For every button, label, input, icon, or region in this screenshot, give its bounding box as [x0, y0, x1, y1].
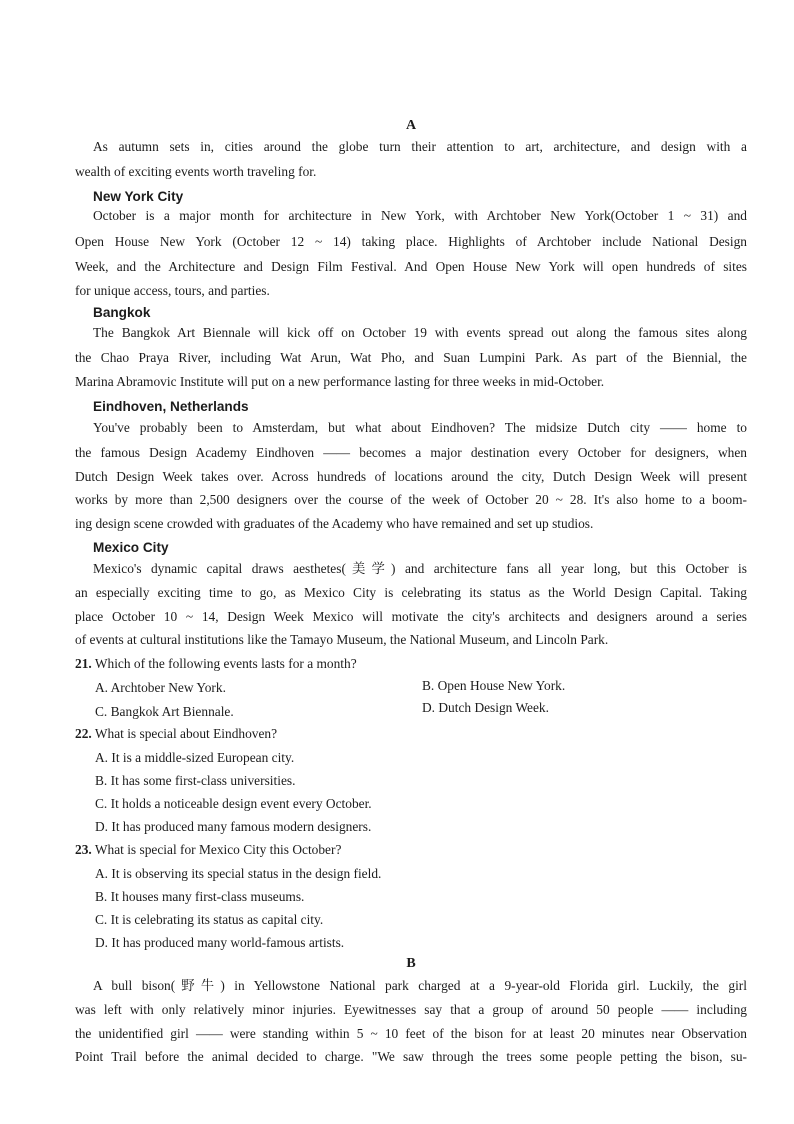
mexico-city-line: an especially exciting time to go, as Mexico City is celebrating its status as the World Design Capital. Taking [75, 585, 747, 600]
question-22-option-b[interactable]: B. It has some first-class universities. [95, 773, 296, 788]
question-22 [75, 724, 747, 744]
eindhoven-line: works by more than 2,500 designers over the course of the week of October 20 ~ 28. It's also home to a boom- [75, 492, 747, 507]
new-york-line: Open House New York (October 12 ~ 14) taking place. Highlights of Archtober include National Design [75, 234, 747, 249]
eindhoven-line: You've probably been to Amsterdam, but what about Eindhoven? The midsize Dutch city —— home to [93, 420, 747, 435]
question-text: Which of the following events lasts for a month? [94, 656, 357, 671]
question-22-option-c[interactable]: C. It holds a noticeable design event every October. [95, 796, 372, 811]
passage-b-line: A bull bison(野牛) in Yellowstone National park charged at a 9-year-old Florida girl. Luckily, the girl [93, 978, 747, 993]
bangkok-line: The Bangkok Art Biennale will kick off on October 19 with events spread out along the famous sites along [93, 325, 747, 340]
passage-a-intro-line: wealth of exciting events worth traveling for. [75, 164, 317, 179]
passage-b-line: was left with only relatively minor injuries. Eyewitnesses say that a group of around 50 people —— including [75, 1002, 747, 1017]
question-number: 21. [75, 656, 92, 671]
mexico-city-line: Mexico's dynamic capital draws aesthetes(美学) and architecture fans all year long, but this October is [93, 561, 747, 576]
question-23-option-b[interactable]: B. It houses many first-class museums. [95, 889, 305, 904]
passage-b-line: the unidentified girl —— were standing within 5 ~ 10 feet of the bison for at least 20 minutes near Observation [75, 1026, 747, 1041]
question-number: 23. [75, 842, 92, 857]
passage-b-line: Point Trail before the animal decided to charge. "We saw through the trees some people petting the bison, su- [75, 1049, 747, 1064]
eindhoven-line: the famous Design Academy Eindhoven —— becomes a major destination every October for designers, when [75, 445, 747, 460]
question-23 [75, 840, 747, 860]
passage-a-intro-line: As autumn sets in, cities around the globe turn their attention to art, architecture, and design with a [93, 139, 747, 154]
section-heading-bangkok: Bangkok [93, 305, 151, 320]
question-text: What is special about Eindhoven? [94, 726, 278, 741]
question-23-option-d[interactable]: D. It has produced many world-famous artists. [95, 935, 345, 950]
section-heading-mexico-city: Mexico City [93, 540, 169, 555]
bangkok-line: Marina Abramovic Institute will put on a new performance lasting for three weeks in mid-October. [75, 374, 605, 389]
question-21-option-a[interactable]: A. Archtober New York. [95, 680, 226, 695]
new-york-line: Week, and the Architecture and Design Film Festival. And Open House New York will open hundreds of sites [75, 259, 747, 274]
section-heading-new-york: New York City [93, 189, 184, 204]
question-21-option-c[interactable]: C. Bangkok Art Biennale. [95, 704, 234, 719]
question-21-option-b[interactable]: B. Open House New York. [422, 678, 566, 693]
mexico-city-line: place October 10 ~ 14, Design Week Mexico will motivate the city's architects and designers around a series [75, 609, 747, 624]
question-21-option-d[interactable]: D. Dutch Design Week. [422, 700, 549, 715]
section-heading-eindhoven: Eindhoven, Netherlands [93, 399, 249, 414]
question-23-option-a[interactable]: A. It is observing its special status in the design field. [95, 866, 382, 881]
question-number: 22. [75, 726, 92, 741]
question-23-option-c[interactable]: C. It is celebrating its status as capital city. [95, 912, 324, 927]
new-york-line: for unique access, tours, and parties. [75, 283, 270, 298]
mexico-city-line: of events at cultural institutions like the Tamayo Museum, the National Museum, and Lincoln Park. [75, 632, 609, 647]
bangkok-line: the Chao Praya River, including Wat Arun, Wat Pho, and Suan Lumpini Park. As part of the Biennial, the [75, 350, 747, 365]
question-21 [75, 654, 747, 674]
passage-b-letter: B [406, 956, 416, 971]
passage-a-letter: A [405, 118, 417, 133]
question-22-option-a[interactable]: A. It is a middle-sized European city. [95, 750, 295, 765]
question-22-option-d[interactable]: D. It has produced many famous modern designers. [95, 819, 372, 834]
eindhoven-line: Dutch Design Week takes over. Across hundreds of locations around the city, Dutch Design Week will present [75, 469, 747, 484]
eindhoven-line: ing design scene crowded with graduates of the Academy who have remained and set up studios. [75, 516, 594, 531]
question-text: What is special for Mexico City this October? [94, 842, 342, 857]
new-york-line: October is a major month for architecture in New York, with Archtober New York(October 1 ~ 31) and [93, 208, 747, 223]
